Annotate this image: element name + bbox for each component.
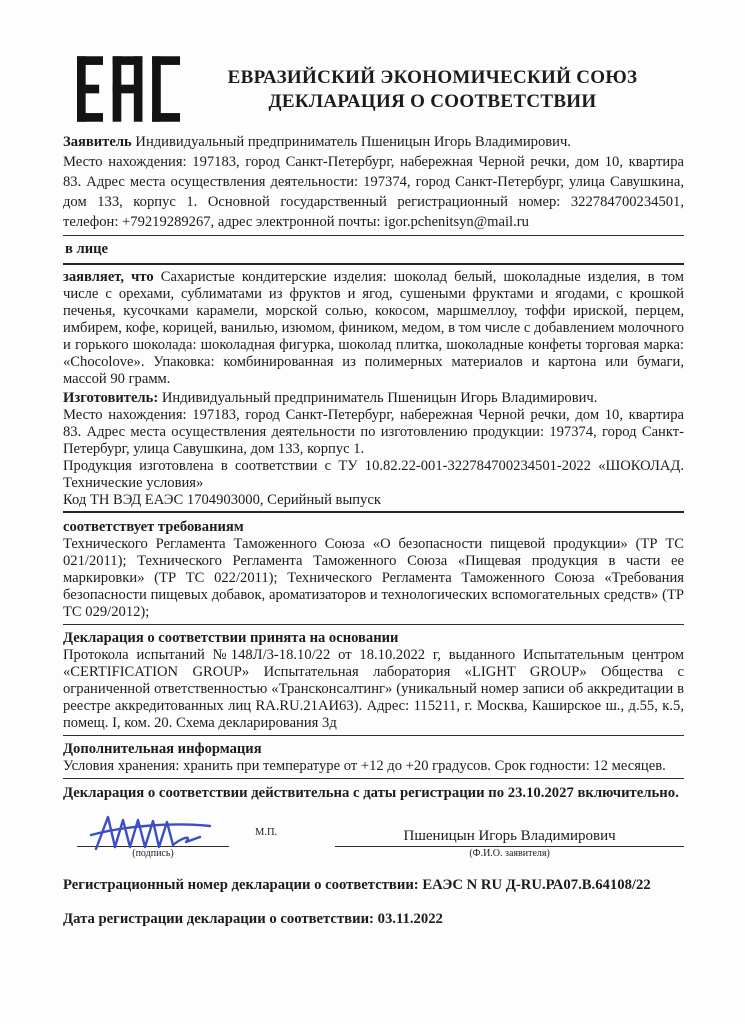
section-declares	[63, 269, 684, 388]
manufacturer-label: Изготовитель:	[63, 390, 159, 406]
manufacturer-address: Место нахождения: 197183, город Санкт-Петербург, набережная Черной речки, дом 10, квартира 83. Адрес места осуществления деятельности по изготовлению продукции: 197374, город Санкт-Петербург, улица Савушкина, дом 133, корпус 1.	[63, 407, 684, 457]
divider	[63, 778, 684, 779]
applicant-details: Место нахождения: 197183, город Санкт-Петербург, набережная Черной речки, дом 10, квартира 83. Адрес места осуществления деятельности: 197374, город Санкт-Петербург, улица Савушкина, дом 133, корпус 1. Основной государственный регистрационный номер: 322784700234501, телефон: +79219289267, адрес электронной почты: igor.pchenitsyn@mail.ru	[63, 154, 684, 230]
basis-text: Протокола испытаний №148Л/3-18.10/22 от 18.10.2022 г, выданного Испытательным центром «CERTIFICATION GROUP» Испытательная лаборатория «LIGHT GROUP» Общества с ограниченной ответственностью «Трансконсалтинг» (уникальный номер записи об аккредитации в реестре аккредитованных лиц RA.RU.21АИ63). Адрес: 115211, г. Москва, Каширское ш., д.55, к.5, помещ. I, ком. 20. Схема декларирования 3д	[63, 647, 684, 731]
document-title	[181, 54, 684, 114]
divider	[63, 735, 684, 736]
section-manufacturer	[63, 390, 684, 509]
stamp-place-label: М.П.	[255, 827, 278, 838]
section-applicant	[63, 132, 684, 232]
title-union: ЕВРАЗИЙСКИЙ ЭКОНОМИЧЕСКИЙ СОЮЗ	[227, 67, 638, 88]
additional-heading: Дополнительная информация	[63, 741, 262, 757]
applicant-name: Индивидуальный предприниматель Пшеницын Игорь Владимирович.	[135, 134, 571, 150]
fio-caption: (Ф.И.О. заявителя)	[469, 848, 550, 859]
manufacturer-tu: Продукция изготовлена в соответствии с ТУ 10.82.22-001-322784700234501-2022 «ШОКОЛАД. Технические условия»	[63, 458, 684, 491]
signature-block	[63, 811, 684, 860]
validity-statement: Декларация о соответствии действительна с даты регистрации по 23.10.2027 включительно.	[63, 785, 679, 801]
registration-number-value: ЕАЭС N RU Д-RU.РА07.В.64108/22	[422, 877, 651, 893]
signature-caption: (подпись)	[132, 848, 174, 859]
fio-area	[335, 827, 684, 860]
registration-date-value: 03.11.2022	[377, 911, 443, 927]
document-header	[63, 54, 684, 124]
additional-text: Условия хранения: хранить при температуре от +12 до +20 градусов. Срок годности: 12 месяцев.	[63, 758, 666, 774]
registration-date-label: Дата регистрации декларации о соответствии:	[63, 911, 374, 927]
signature-area	[77, 811, 229, 860]
in-person-label: в лице	[65, 241, 109, 257]
basis-heading: Декларация о соответствии принята на основании	[63, 630, 399, 646]
requirements-text: Технического Регламента Таможенного Союза «О безопасности пищевой продукции» (ТР ТС 021/2011); Технического Регламента Таможенного Союза «Пищевая продукция в части ее маркировки» (ТР ТС 022/2011); Технического Регламента Таможенного Союза «Требования безопасности пищевых добавок, ароматизаторов и технологических вспомогательных средств» (ТР ТС 029/2012);	[63, 536, 684, 620]
divider	[63, 235, 684, 236]
divider	[63, 263, 684, 265]
declares-label: заявляет, что	[63, 269, 154, 285]
manufacturer-name: Индивидуальный предприниматель Пшеницын Игорь Владимирович.	[161, 390, 598, 406]
registration-number-label: Регистрационный номер декларации о соответствии:	[63, 877, 419, 893]
declares-text: Сахаристые кондитерские изделия: шоколад белый, шоколадные изделия, в том числе с орехами, сублиматами из фруктов и ягод, сушеными фруктами и ягодами, с крошкой печенья, кусочками карамели, морской солью, кокосом, маршмеллоу, тоффи ириской, перцем, имбирем, кофе, корицей, ванилью, изюмом, фиником, медом, в том числе с добавлением молочного и горького шоколада: шоколадная фигурка, шоколад плитка, шоколадные конфеты торговая марка: «Chocolove». Упаковка: комбинированная из полимерных материалов и картона или бумаги, массой 90 грамм.	[63, 269, 684, 387]
manufacturer-tnved: Код ТН ВЭД ЕАЭС 1704903000, Серийный выпуск	[63, 492, 381, 508]
registration-number-line	[63, 876, 684, 894]
applicant-fio: Пшеницын Игорь Владимирович	[403, 828, 616, 844]
divider	[63, 511, 684, 513]
divider	[63, 624, 684, 625]
eac-mark-icon	[77, 54, 181, 124]
applicant-label: Заявитель	[63, 134, 132, 150]
registration-date-line	[63, 910, 684, 928]
title-declaration: ДЕКЛАРАЦИЯ О СООТВЕТСТВИИ	[268, 91, 597, 112]
requirements-heading: соответствует требованиям	[63, 519, 244, 535]
